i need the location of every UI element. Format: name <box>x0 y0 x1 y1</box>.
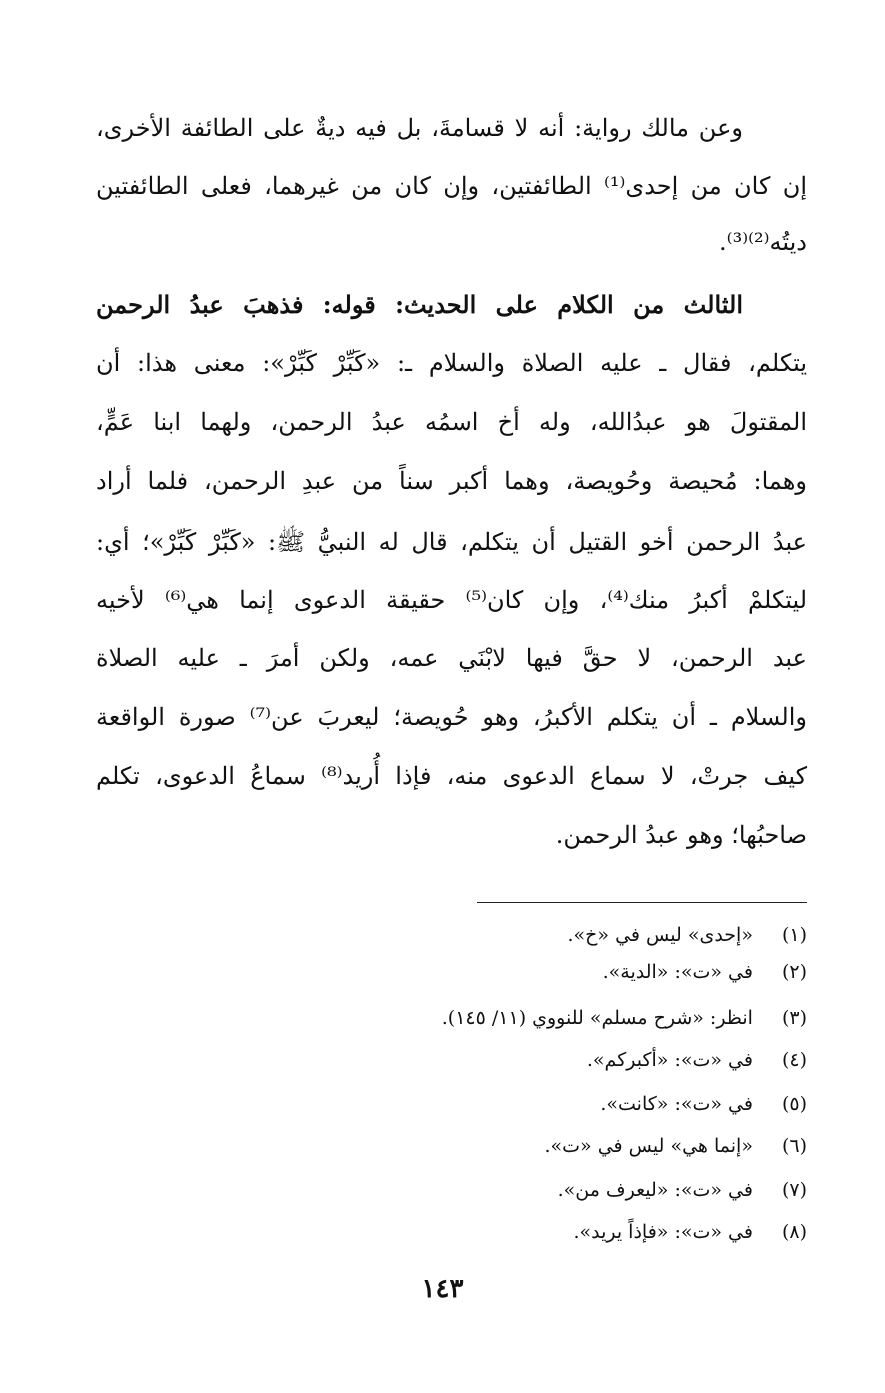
footnote-separator <box>477 902 807 903</box>
footnote-number: (٧) <box>781 1179 807 1201</box>
footnote <box>600 1089 807 1119</box>
footnote-text: انظر: «شرح مسلم» للنووي (١١/ ١٤٥). <box>441 1007 753 1029</box>
footnote <box>573 1217 807 1247</box>
footnote-text: في «ت»: «ليعرف من». <box>557 1179 753 1201</box>
body-line: ليتكلمْ أكبرُ منك⁽⁴⁾، وإن كان⁽⁵⁾ حقيقة الدعوى إنما هي⁽⁶⁾ لأخيه <box>96 586 808 614</box>
footnote-number: (٤) <box>781 1049 807 1071</box>
footnote-text: في «ت»: «كانت». <box>600 1093 753 1115</box>
footnote-text: في «ت»: «الدية». <box>602 961 753 983</box>
footnote-number: (٦) <box>781 1135 807 1157</box>
footnote-number: (٥) <box>781 1093 807 1115</box>
footnote <box>603 957 807 987</box>
body-line: المقتولَ هو عبدُالله، وله أخ اسمُه عبدُ الرحمن، ولهما ابنا عَمٍّ، <box>96 408 807 436</box>
body-line: ديتُه⁽²⁾⁽³⁾. <box>719 228 807 256</box>
section-heading-line: الثالث من الكلام على الحديث: قوله: فذهبَ عبدُ الرحمن <box>96 290 743 319</box>
footnote <box>567 920 807 950</box>
page-number: ١٤٣ <box>421 1274 464 1304</box>
footnote-text: «إحدى» ليس في «خ». <box>567 924 753 946</box>
footnote-number: (٨) <box>781 1221 807 1243</box>
footnote <box>587 1045 807 1075</box>
body-line: وعن مالك رواية: أنه لا قسامةَ، بل فيه ديةٌ على الطائفة الأخرى، <box>96 114 743 142</box>
footnote-text: «إنما هي» ليس في «ت». <box>544 1135 753 1157</box>
footnote-number: (٣) <box>781 1007 807 1029</box>
body-line: يتكلم، فقال ـ عليه الصلاة والسلام ـ: «كَبِّرْ كَبِّرْ»: معنى هذا: أن <box>96 349 807 377</box>
footnote-number: (٢) <box>781 961 807 983</box>
footnote-text: في «ت»: «أكبركم». <box>586 1049 753 1071</box>
body-line: صاحبُها؛ وهو عبدُ الرحمن. <box>555 821 807 849</box>
footnote <box>558 1175 807 1205</box>
footnote-number: (١) <box>781 924 807 946</box>
footnote-text: في «ت»: «فإذاً يريد». <box>573 1221 753 1243</box>
body-line: وهما: مُحيصة وحُويصة، وهما أكبر سناً من عبدِ الرحمن، فلما أراد <box>96 467 807 495</box>
body-line: عبد الرحمن، لا حقَّ فيها لابْنَي عمه، ولكن أمرَ ـ عليه الصلاة <box>96 644 807 672</box>
body-line: إن كان من إحدى⁽¹⁾ الطائفتين، وإن كان من غيرهما، فعلى الطائفتين <box>96 172 807 200</box>
body-line: والسلام ـ أن يتكلم الأكبرُ، وهو حُويصة؛ ليعربَ عن⁽⁷⁾ صورة الواقعة <box>96 703 807 731</box>
body-line: عبدُ الرحمن أخو القتيل أن يتكلم، قال له النبيُّ ﷺ: «كَبِّرْ كَبِّرْ»؛ أي: <box>96 528 807 556</box>
footnote <box>545 1131 808 1161</box>
body-line: كيف جرتْ، لا سماع الدعوى منه، فإذا أُريد⁽⁸⁾ سماعُ الدعوى، تكلم <box>96 762 808 790</box>
footnote <box>442 1003 807 1033</box>
